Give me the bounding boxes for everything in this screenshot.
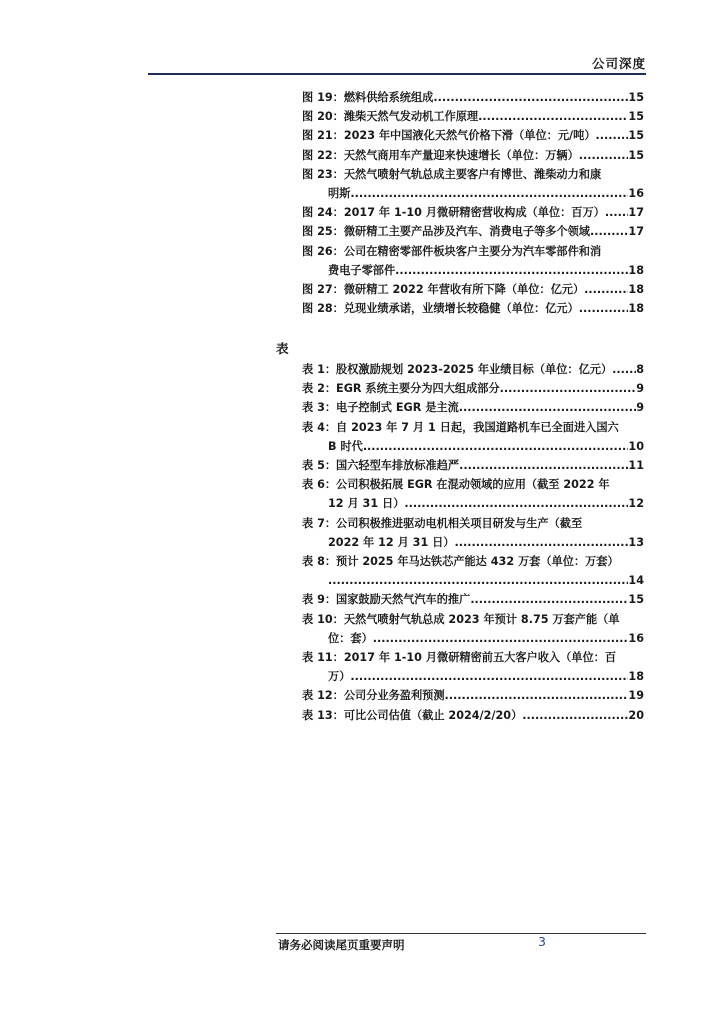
dot-leader	[470, 590, 628, 609]
dot-leader	[579, 146, 629, 165]
table-toc-entry[interactable]	[302, 360, 644, 379]
figure-toc-entry-title: 图 20：潍柴天然气发动机工作原理	[302, 110, 479, 124]
figure-toc-entry-page: 16	[628, 187, 644, 201]
table-toc-entry-title: 表 10：天然气喷射气轨总成 2023 年预计 8.75 万套产能（单	[302, 612, 620, 626]
table-toc-entry-page: 10	[628, 439, 644, 453]
page-number: 3	[538, 934, 546, 949]
table-toc-entry[interactable]	[302, 590, 644, 609]
figure-toc-entry-title-continued: 费电子零部件	[328, 263, 396, 277]
table-toc-entry-page: 15	[628, 593, 644, 607]
table-toc-entry[interactable]	[302, 686, 644, 705]
figure-toc-entry-page: 18	[628, 302, 644, 316]
table-toc-entry-title-continued: 位：套）	[328, 631, 373, 645]
figure-toc-entry[interactable]	[302, 203, 644, 222]
dot-leader	[433, 88, 628, 107]
table-toc-entry-page: 16	[628, 631, 644, 645]
table-toc-entry-title: 表 5：国六轻型车排放标准趋严	[302, 459, 460, 473]
figure-toc-entry-title: 图 26：公司在精密零部件板块客户主要分为汽车零部件和消	[302, 244, 602, 258]
figure-toc-entry[interactable]	[302, 242, 644, 280]
table-toc-entry-page: 19	[628, 689, 644, 703]
table-toc-entry-title: 表 8：预计 2025 年马达铁芯产能达 432 万套（单位：万套）	[302, 555, 619, 569]
dot-leader	[459, 456, 628, 475]
figure-list	[302, 88, 644, 318]
figure-toc-entry[interactable]	[302, 146, 644, 165]
dot-leader	[445, 686, 629, 705]
table-toc-entry[interactable]	[302, 648, 644, 686]
table-toc-entry-title: 表 1：股权激励规划 2023-2025 年业绩目标（单位：亿元）	[302, 363, 613, 376]
dot-leader	[350, 667, 628, 686]
table-toc-entry[interactable]	[302, 514, 644, 552]
table-toc-entry-title: 表 2：EGR 系统主要分为四大组成部分	[302, 382, 500, 396]
table-toc-entry-title-continued: 12 月 31 日）	[328, 497, 405, 511]
report-type-label: 公司深度	[591, 56, 646, 71]
table-toc-entry-title: 表 6：公司积极拓展 EGR 在混动领域的应用（截至 2022 年	[302, 478, 610, 492]
table-toc-entry-title: 表 4：自 2023 年 7 月 1 日起，我国道路机车已全面进入国六	[302, 420, 619, 434]
figure-toc-entry-title: 图 24：2017 年 1-10 月微研精密营收构成（单位：百万）	[302, 206, 605, 220]
table-toc-entry[interactable]	[302, 379, 644, 398]
figure-toc-entry-page: 15	[628, 110, 644, 124]
figure-toc-entry-title: 图 27：微研精工 2022 年营收有所下降（单位：亿元）	[302, 283, 585, 297]
table-toc-entry[interactable]	[302, 456, 644, 475]
figure-toc-entry[interactable]	[302, 222, 644, 241]
figure-toc-entry[interactable]	[302, 165, 644, 203]
figure-toc-entry-page: 15	[628, 91, 644, 104]
header-divider	[148, 73, 646, 75]
figure-toc-entry-title: 图 22：天然气商用车产量迎来快速增长（单位：万辆）	[302, 148, 579, 162]
tables-section-heading: 表	[276, 341, 289, 356]
figure-toc-entry-page: 15	[628, 148, 644, 162]
footer-divider	[276, 933, 646, 934]
figure-toc-entry-page: 18	[628, 283, 644, 297]
dot-leader	[455, 533, 629, 552]
table-toc-entry-title: 表 7：公司积极推进驱动电机相关项目研发与生产（截至	[302, 516, 583, 530]
table-toc-entry[interactable]	[302, 418, 644, 456]
dot-leader	[328, 571, 628, 590]
dot-leader	[612, 360, 636, 379]
dot-leader	[584, 280, 628, 299]
figure-toc-entry[interactable]	[302, 88, 644, 107]
table-toc-entry-page: 11	[628, 459, 644, 473]
table-toc-entry-page: 13	[628, 535, 644, 549]
table-toc-entry[interactable]	[302, 610, 644, 648]
table-toc-entry-title-continued: 2022 年 12 月 31 日）	[328, 535, 455, 549]
table-toc-entry-title-continued: B 时代	[328, 439, 363, 453]
table-toc-entry-title: 表 11：2017 年 1-10 月微研精密前五大客户收入（单位：百	[302, 651, 617, 665]
figure-toc-entry-page: 18	[628, 263, 644, 277]
dot-leader	[404, 494, 628, 513]
dot-leader	[590, 222, 628, 241]
dot-leader	[363, 437, 629, 456]
table-toc-entry[interactable]	[302, 552, 644, 590]
dot-leader	[596, 126, 629, 145]
figure-toc-entry-page: 15	[628, 129, 644, 143]
table-toc-entry-page: 8	[636, 363, 644, 376]
dot-leader	[500, 379, 637, 398]
table-toc-entry-title: 表 3：电子控制式 EGR 是主流	[302, 401, 459, 415]
dot-leader	[478, 107, 628, 126]
figure-toc-entry[interactable]	[302, 107, 644, 126]
figure-toc-entry-title: 图 28：兑现业绩承诺，业绩增长较稳健（单位：亿元）	[302, 302, 579, 316]
table-toc-entry-title: 表 9：国家鼓励天然气汽车的推广	[302, 593, 471, 607]
dot-leader	[459, 398, 636, 417]
table-toc-entry-page: 12	[628, 497, 644, 511]
table-toc-entry-title: 表 12：公司分业务盈利预测	[302, 689, 445, 703]
figure-toc-entry[interactable]	[302, 126, 644, 145]
dot-leader	[579, 299, 629, 318]
table-toc-entry-title: 表 13：可比公司估值（截止 2024/2/20）	[302, 708, 523, 722]
table-toc-entry[interactable]	[302, 398, 644, 417]
table-toc-entry-page: 9	[636, 382, 644, 396]
dot-leader	[522, 706, 628, 725]
table-toc-entry[interactable]	[302, 475, 644, 513]
dot-leader	[605, 203, 629, 222]
figure-toc-entry-title: 图 21：2023 年中国液化天然气价格下滑（单位：元/吨）	[302, 129, 596, 143]
figure-toc-entry[interactable]	[302, 299, 644, 318]
table-list	[302, 360, 644, 725]
figure-toc-entry-page: 17	[628, 225, 644, 239]
table-toc-entry-page: 20	[628, 708, 644, 722]
table-toc-entry-page: 14	[628, 574, 644, 588]
table-toc-entry-title-continued: 万）	[328, 670, 351, 684]
dot-leader	[395, 261, 628, 280]
table-toc-entry-page: 9	[636, 401, 644, 415]
dot-leader	[350, 184, 628, 203]
dot-leader	[373, 629, 629, 648]
figure-toc-entry-title-continued: 明斯	[328, 187, 351, 201]
figure-toc-entry-title: 图 25：微研精工主要产品涉及汽车、消费电子等多个领域	[302, 225, 590, 239]
figure-toc-entry-page: 17	[628, 206, 644, 220]
disclaimer-note: 请务必阅读尾页重要声明	[278, 938, 405, 952]
figure-toc-entry-title: 图 19：燃料供给系统组成	[302, 91, 434, 104]
table-toc-entry[interactable]	[302, 706, 644, 725]
figure-toc-entry[interactable]	[302, 280, 644, 299]
figure-toc-entry-title: 图 23：天然气喷射气轨总成主要客户有博世、潍柴动力和康	[302, 167, 602, 181]
table-toc-entry-page: 18	[628, 670, 644, 684]
